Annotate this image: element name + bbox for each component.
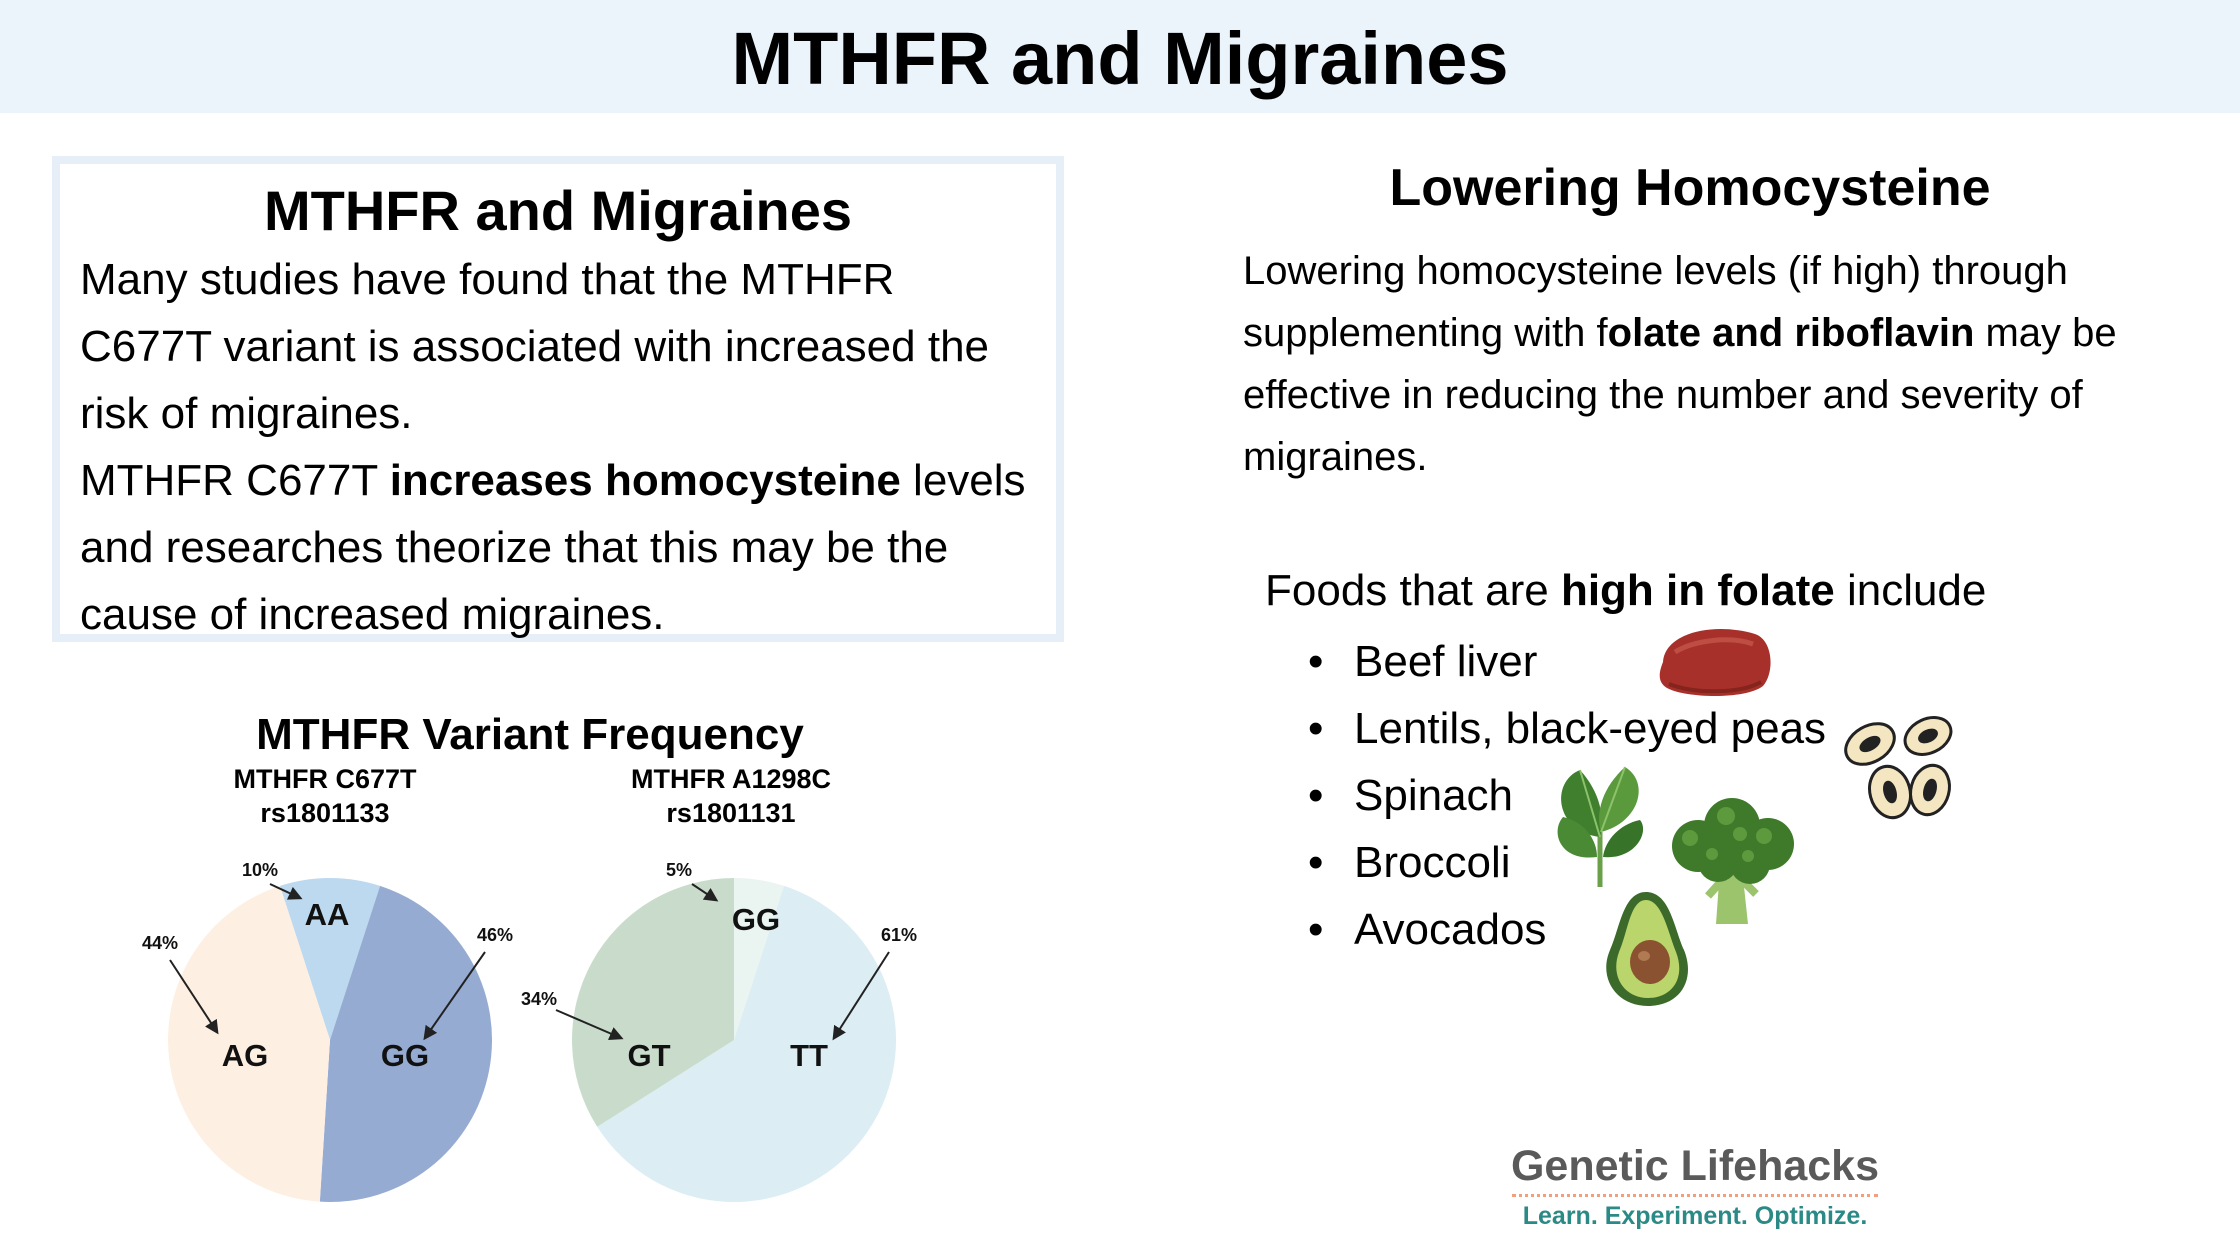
category-label: TT <box>790 1038 828 1074</box>
foods-intro-text: Foods that are <box>1265 566 1561 615</box>
food-label: Lentils, black-eyed peas <box>1354 704 1827 753</box>
spinach-image <box>1545 762 1655 892</box>
pie-2-name: MTHFR A1298C <box>630 764 832 794</box>
chart-title: MTHFR Variant Frequency <box>256 710 804 759</box>
section-heading: Lowering Homocysteine <box>1389 159 1991 217</box>
percent-label: 5% <box>665 859 693 880</box>
food-label: Avocados <box>1354 905 1547 954</box>
percent-label: 46% <box>476 924 514 945</box>
section-paragraph <box>1243 240 2163 488</box>
food-label: Broccoli <box>1354 838 1511 887</box>
foods-intro <box>1265 558 1986 624</box>
pie-chart-c677t <box>141 859 514 1220</box>
pie-chart-a1298c <box>520 859 918 1220</box>
percent-label: 34% <box>520 988 558 1009</box>
pie-1-rsid: rs1801133 <box>260 798 390 828</box>
category-label: AG <box>221 1038 269 1074</box>
page-title: MTHFR and Migraines <box>731 17 1509 100</box>
bullet: • <box>1308 637 1324 686</box>
pie-1-name: MTHFR C677T <box>233 764 417 794</box>
pie-2-title <box>606 762 856 830</box>
logo-tagline: Learn. Experiment. Optimize. <box>1522 1202 1868 1230</box>
info-box-heading: MTHFR and Migraines <box>263 179 853 242</box>
info-bold-text: increases homocysteine <box>389 456 901 505</box>
para-text: Lowering homocysteine levels (if high) through supplementing with f <box>1243 249 2068 355</box>
food-label: Beef liver <box>1354 637 1538 686</box>
lentils-image <box>1838 712 1958 824</box>
info-paragraph-1: Many studies have found that the MTHFR C677T variant is associated with increased the risk of migraines. <box>80 255 990 438</box>
bullet: • <box>1308 771 1324 820</box>
pie-2-rsid: rs1801131 <box>666 798 796 828</box>
percent-label: 44% <box>141 932 179 953</box>
header-banner <box>0 0 2240 113</box>
beef-liver-image <box>1655 622 1775 704</box>
para-bold-text: olate and riboflavin <box>1607 311 1975 355</box>
pie-1-title <box>200 762 450 830</box>
info-box <box>52 156 1064 642</box>
info-text: levels and researches theorize that this may be the cause of increased migraines. <box>80 456 1026 639</box>
category-label: GT <box>627 1038 671 1074</box>
foods-intro-bold: high in folate <box>1560 566 1835 615</box>
para-text: may be effective in reducing the number and severity of migraines. <box>1243 311 2117 479</box>
bullet: • <box>1308 704 1324 753</box>
category-label: GG <box>380 1038 430 1074</box>
category-label: AA <box>304 897 350 933</box>
percent-label: 61% <box>880 924 918 945</box>
logo-title: Genetic Lifehacks <box>1510 1142 1880 1190</box>
info-paragraph-2 <box>80 447 1036 648</box>
bullet: • <box>1308 838 1324 887</box>
logo-divider <box>1512 1194 1878 1201</box>
list-item <box>1300 695 1826 762</box>
bullet: • <box>1308 905 1324 954</box>
foods-intro-text: include <box>1834 566 1987 615</box>
category-label: GG <box>731 902 781 938</box>
avocado-image <box>1598 888 1698 1010</box>
info-text: MTHFR C677T <box>80 456 390 505</box>
food-label: Spinach <box>1354 771 1514 820</box>
percent-label: 10% <box>241 859 279 880</box>
logo <box>1490 1138 1900 1231</box>
